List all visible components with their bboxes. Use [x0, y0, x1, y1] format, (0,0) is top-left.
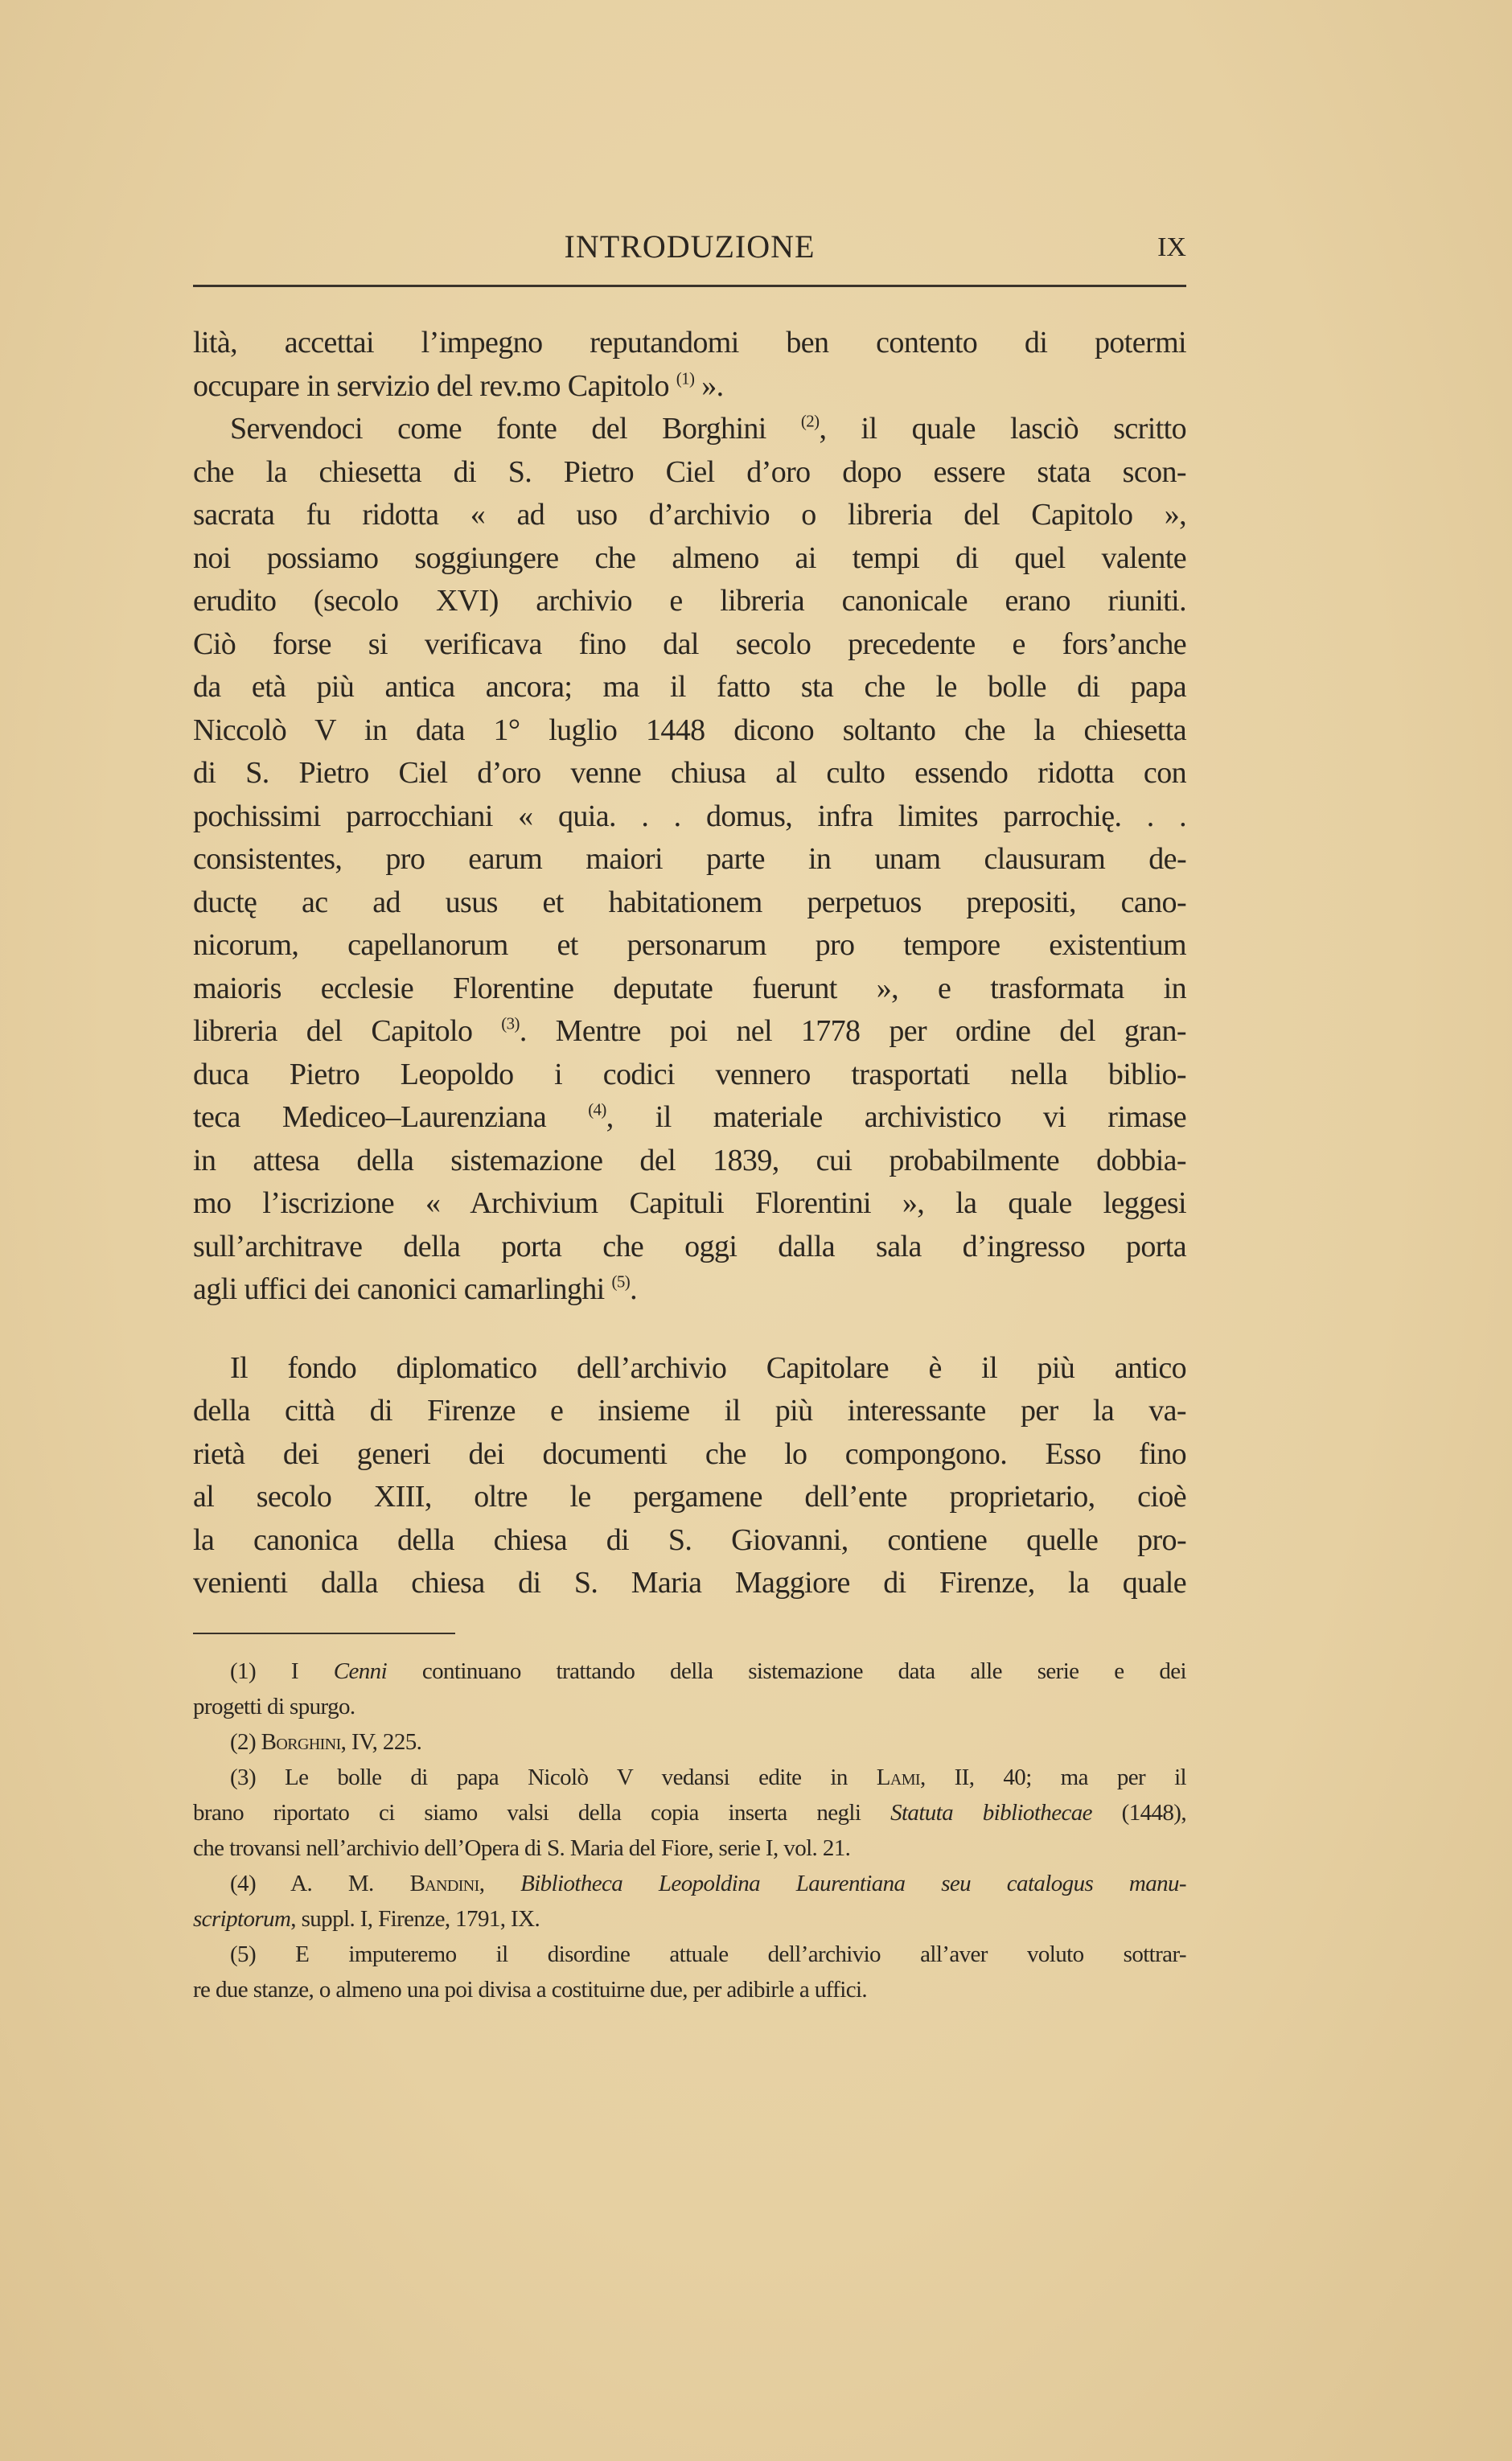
footnote-separator: [193, 1633, 455, 1634]
text-line: [193, 1054, 1186, 1097]
italic-text: Cenni: [333, 1658, 388, 1684]
text-run: .: [630, 1272, 637, 1306]
text-line: [193, 1226, 1186, 1269]
text-run: occupare in servizio del rev.mo Capitolo: [193, 368, 676, 403]
footnotes: [193, 1654, 1186, 2007]
text-line: [193, 1433, 1186, 1477]
text-line: [193, 451, 1186, 495]
text-run: duca Pietro Leopoldo i codici vennero trasportati nella biblio-: [193, 1057, 1186, 1091]
text-run: (1) I: [230, 1658, 334, 1684]
footnote: [193, 1760, 1186, 1866]
footnote-reference: (5): [611, 1272, 631, 1292]
text-line: [193, 1010, 1186, 1054]
footnote: [193, 1724, 1186, 1760]
text-run: (4) A. M.: [230, 1871, 410, 1896]
text-line: [193, 580, 1186, 623]
paragraph: [193, 1347, 1186, 1605]
text-run: Servendoci come fonte del Borghini: [230, 412, 801, 446]
text-line: [193, 1390, 1186, 1433]
author-name: Bandini: [409, 1871, 479, 1896]
footnote-reference: (3): [501, 1013, 520, 1033]
text-run: (2): [230, 1729, 261, 1755]
text-line: [193, 1654, 1186, 1689]
italic-text: Bibliotheca Leopoldina Laurentiana seu catalogus manu-: [520, 1871, 1186, 1896]
text-line: [193, 408, 1186, 451]
footnote-reference: (1): [676, 368, 695, 388]
text-run: erudito (secolo XVI) archivio e libreria canonicale erano riuniti.: [193, 584, 1186, 618]
paragraph: [193, 322, 1186, 408]
paragraph: [193, 408, 1186, 1312]
text-run: Il fondo diplomatico dell’archivio Capitolare è il più antico: [230, 1350, 1186, 1385]
text-run: , il quale lasciò scritto: [819, 412, 1187, 446]
italic-text: scriptorum: [193, 1906, 291, 1932]
text-line: [193, 322, 1186, 365]
italic-text: Statuta bibliothecae: [890, 1800, 1092, 1826]
text-run: progetti di spurgo.: [193, 1694, 355, 1719]
text-run: . Mentre poi nel 1778 per ordine del gran-: [519, 1014, 1186, 1048]
text-run: della città di Firenze e insieme il più interessante per la va-: [193, 1394, 1186, 1428]
text-line: [193, 494, 1186, 537]
text-run: sacrata fu ridotta « ad uso d’archivio o libreria del Capitolo »,: [193, 498, 1186, 532]
text-run: re due stanze, o almeno una poi divisa a costituirne due, per adibirle a uffici.: [193, 1977, 868, 2003]
text-line: [193, 1724, 1186, 1760]
text-run: mo l’iscrizione « Archivium Capituli Florentini », la quale leggesi: [193, 1186, 1186, 1220]
text-run: agli uffici dei canonici camarlinghi: [193, 1272, 612, 1306]
text-run: ductę ac ad usus et habitationem perpetuos prepositi, cano-: [193, 885, 1186, 919]
text-line: [193, 1562, 1186, 1605]
text-line: [193, 968, 1186, 1011]
text-line: [193, 1795, 1186, 1830]
text-line: [193, 924, 1186, 968]
text-run: di S. Pietro Ciel d’oro venne chiusa al culto essendo ridotta con: [193, 756, 1186, 790]
text-run: maioris ecclesie Florentine deputate fuerunt », e trasformata in: [193, 971, 1186, 1005]
text-run: sull’architrave della porta che oggi dalla sala d’ingresso porta: [193, 1229, 1186, 1263]
text-run: brano riportato ci siamo valsi della copia inserta negli: [193, 1800, 891, 1826]
text-run: da età più antica ancora; ma il fatto sta che le bolle di papa: [193, 670, 1186, 704]
text-run: (1448),: [1091, 1800, 1186, 1826]
text-line: [193, 666, 1186, 709]
text-run: venienti dalla chiesa di S. Maria Maggiore di Firenze, la quale: [193, 1566, 1186, 1600]
text-run: , II, 40; ma per il: [919, 1765, 1187, 1790]
text-run: (5) E imputeremo il disordine attuale dell’archivio all’aver voluto sottrar-: [230, 1941, 1186, 1967]
text-line: [193, 1760, 1186, 1795]
footnote: [193, 1654, 1186, 1724]
text-line: [193, 1182, 1186, 1226]
text-run: ».: [694, 368, 724, 403]
running-title: INTRODUZIONE: [564, 228, 816, 265]
text-run: al secolo XIII, oltre le pergamene dell’ente proprietario, cioè: [193, 1480, 1186, 1514]
text-line: [193, 1140, 1186, 1183]
text-run: in attesa della sistemazione del 1839, cui probabilmente dobbia-: [193, 1143, 1186, 1177]
text-line: [193, 795, 1186, 839]
text-run: teca Mediceo–Laurenziana: [193, 1100, 589, 1134]
author-name: Lami: [876, 1765, 920, 1790]
footnote-reference: (2): [800, 411, 820, 431]
text-line: [193, 1866, 1186, 1901]
text-run: libreria del Capitolo: [193, 1014, 502, 1048]
text-run: , IV, 225.: [340, 1729, 422, 1755]
text-line: [193, 1268, 1186, 1312]
text-run: pochissimi parrocchiani « quia. . . domus, infra limites parrochię. . .: [193, 799, 1186, 833]
text-run: nicorum, capellanorum et personarum pro tempore existentium: [193, 928, 1186, 962]
text-line: [193, 1901, 1186, 1937]
header-rule: [193, 285, 1186, 287]
text-run: consistentes, pro earum maiori parte in unam clausuram de-: [193, 842, 1186, 876]
body-text: [193, 322, 1186, 1605]
page-number: IX: [1157, 232, 1186, 262]
text-line: [193, 365, 1186, 409]
text-run: , suppl. I, Firenze, 1791, IX.: [290, 1906, 540, 1932]
text-line: [193, 838, 1186, 881]
author-name: Borghini: [261, 1729, 341, 1755]
text-run: che trovansi nell’archivio dell’Opera di S. Maria del Fiore, serie I, vol. 21.: [193, 1835, 851, 1861]
footnote: [193, 1866, 1186, 1937]
text-line: [193, 1972, 1186, 2007]
text-line: [193, 752, 1186, 795]
text-line: [193, 537, 1186, 581]
text-line: [193, 1830, 1186, 1866]
text-line: [193, 881, 1186, 925]
text-line: [193, 709, 1186, 753]
text-run: ,: [479, 1871, 521, 1896]
text-line: [193, 1689, 1186, 1724]
text-line: [193, 1096, 1186, 1140]
text-run: , il materiale archivistico vi rimase: [606, 1100, 1186, 1134]
text-run: lità, accettai l’impegno reputandomi ben contento di potermi: [193, 326, 1186, 359]
footnote: [193, 1937, 1186, 2007]
text-line: [193, 1519, 1186, 1563]
text-line: [193, 1347, 1186, 1391]
text-line: [193, 1476, 1186, 1519]
running-header: [193, 227, 1186, 272]
text-run: che la chiesetta di S. Pietro Ciel d’oro dopo essere stata scon-: [193, 454, 1186, 489]
text-run: la canonica della chiesa di S. Giovanni, contiene quelle pro-: [193, 1522, 1186, 1557]
text-line: [193, 1937, 1186, 1972]
text-run: noi possiamo soggiungere che almeno ai tempi di quel valente: [193, 540, 1186, 575]
text-run: Niccolò V in data 1° luglio 1448 dicono soltanto che la chiesetta: [193, 713, 1186, 747]
text-run: (3) Le bolle di papa Nicolò V vedansi edite in: [230, 1765, 877, 1790]
text-run: Ciò forse si verificava fino dal secolo precedente e fors’anche: [193, 627, 1186, 661]
footnote-reference: (4): [588, 1099, 606, 1120]
text-line: [193, 623, 1186, 667]
text-run: continuano trattando della sistemazione data alle serie e dei: [387, 1658, 1187, 1684]
text-run: rietà dei generi dei documenti che lo compongono. Esso fino: [193, 1436, 1186, 1471]
